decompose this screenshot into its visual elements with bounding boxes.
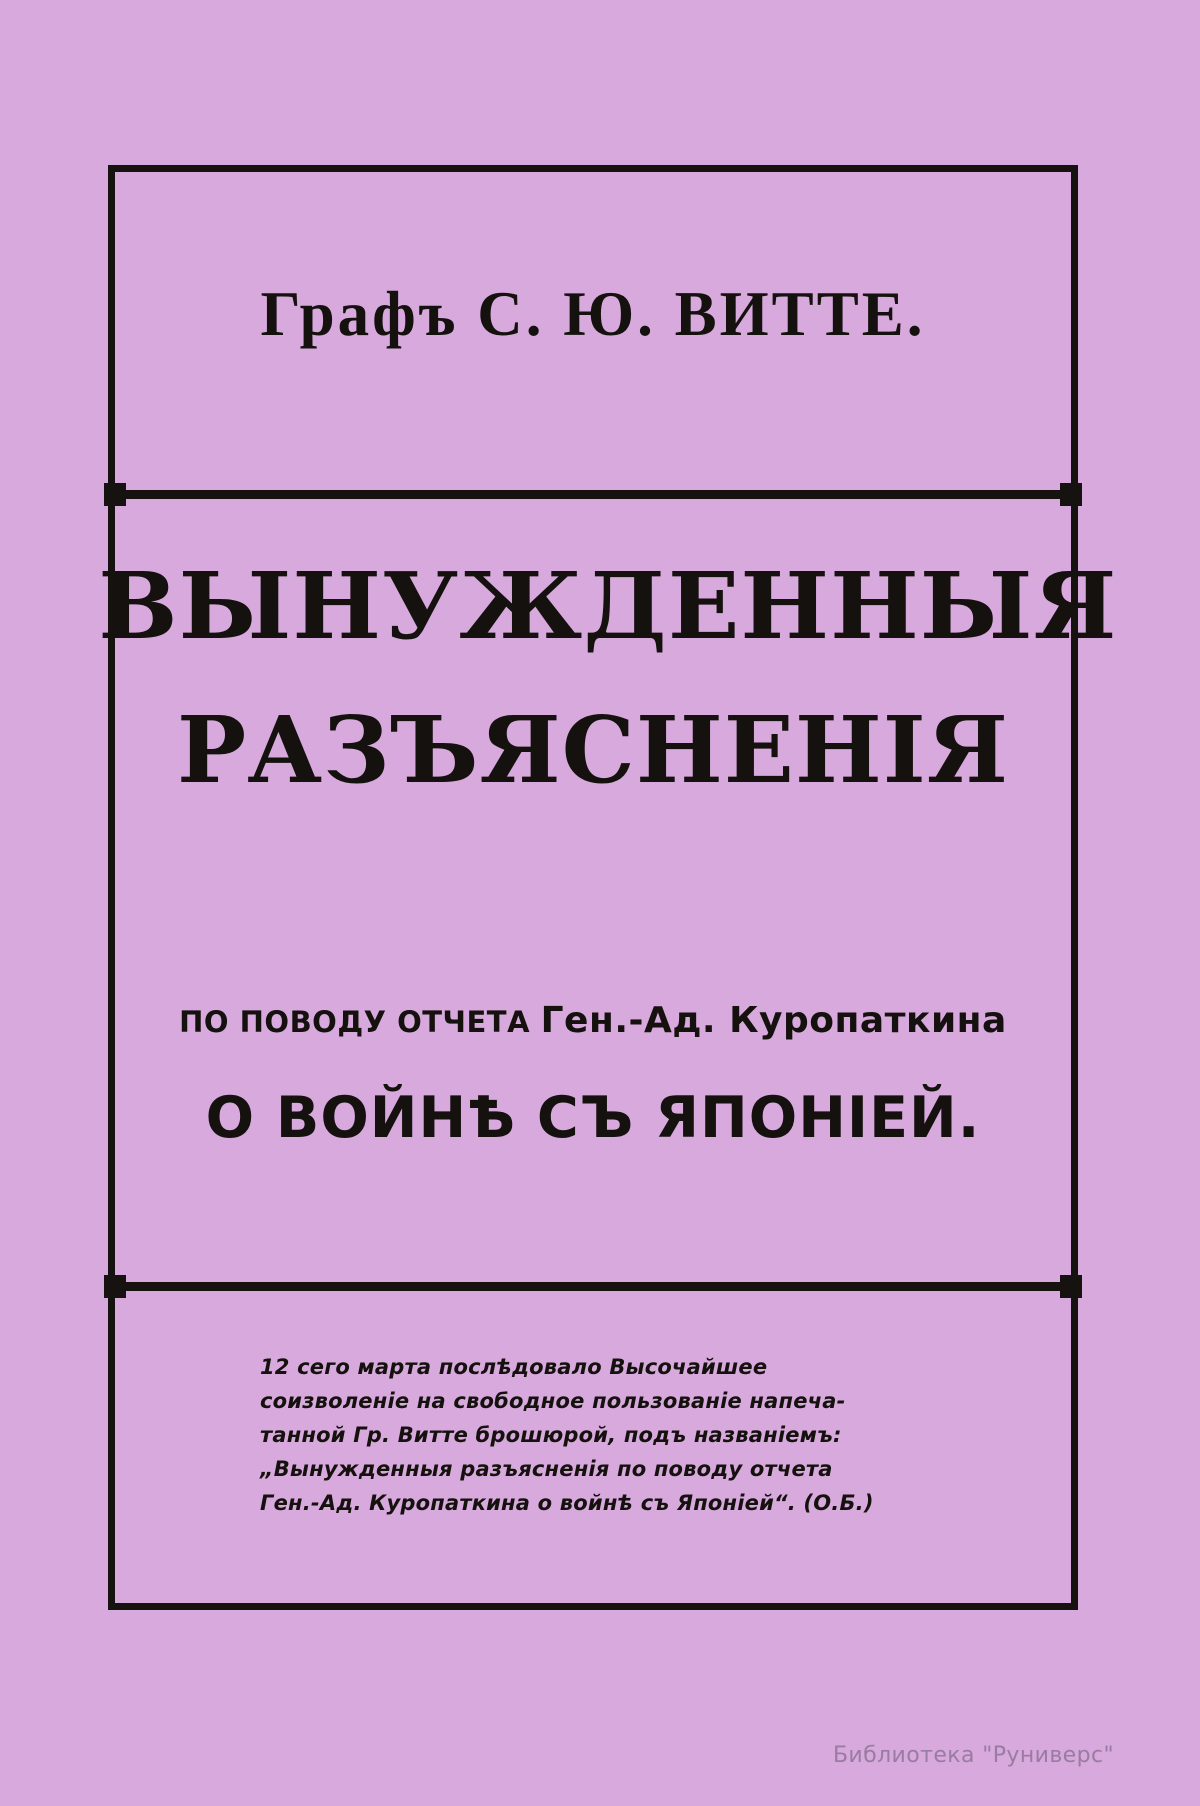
title-line-two: РАЗЪЯСНЕНІЯ [177,696,1009,804]
rule-cap-right-icon [1060,483,1082,506]
rule-cap-left-icon [104,483,126,506]
divider-rule-top [108,490,1078,499]
main-title [98,552,1118,804]
note-line: 12 сего марта послѣдовало Высочайшее [260,1355,768,1379]
publication-note [260,1350,940,1520]
library-watermark: Библиотека "Руниверс" [832,1743,1114,1768]
note-line: Ген.-Ад. Куропаткина о войнѣ съ Японіей“. (О.Б.) [260,1491,874,1516]
author-name: Графъ С. Ю. ВИТТЕ. [260,279,926,349]
note-line: соизволеніе на свободное пользованіе напеча- [260,1389,846,1414]
note-line: „Вынужденныя разъясненія по поводу отчета [260,1457,833,1482]
title-line-one: ВЫНУЖДЕННЫЯ [98,552,1118,660]
subtitle-prefix: ПО ПОВОДУ ОТЧЕТА [179,1005,541,1039]
subtitle-general-name: Ген.-Ад. Куропаткина [540,1000,1007,1041]
subtitle-line-one [108,1000,1078,1041]
divider-rule-bottom [108,1282,1078,1291]
subtitle-line-two: О ВОЙНѢ СЪ ЯПОНІЕЙ. [205,1085,981,1151]
note-line: танной Гр. Витте брошюрой, подъ названіемъ: [260,1423,842,1448]
rule-cap-left-icon [104,1275,126,1298]
rule-cap-right-icon [1060,1275,1082,1298]
